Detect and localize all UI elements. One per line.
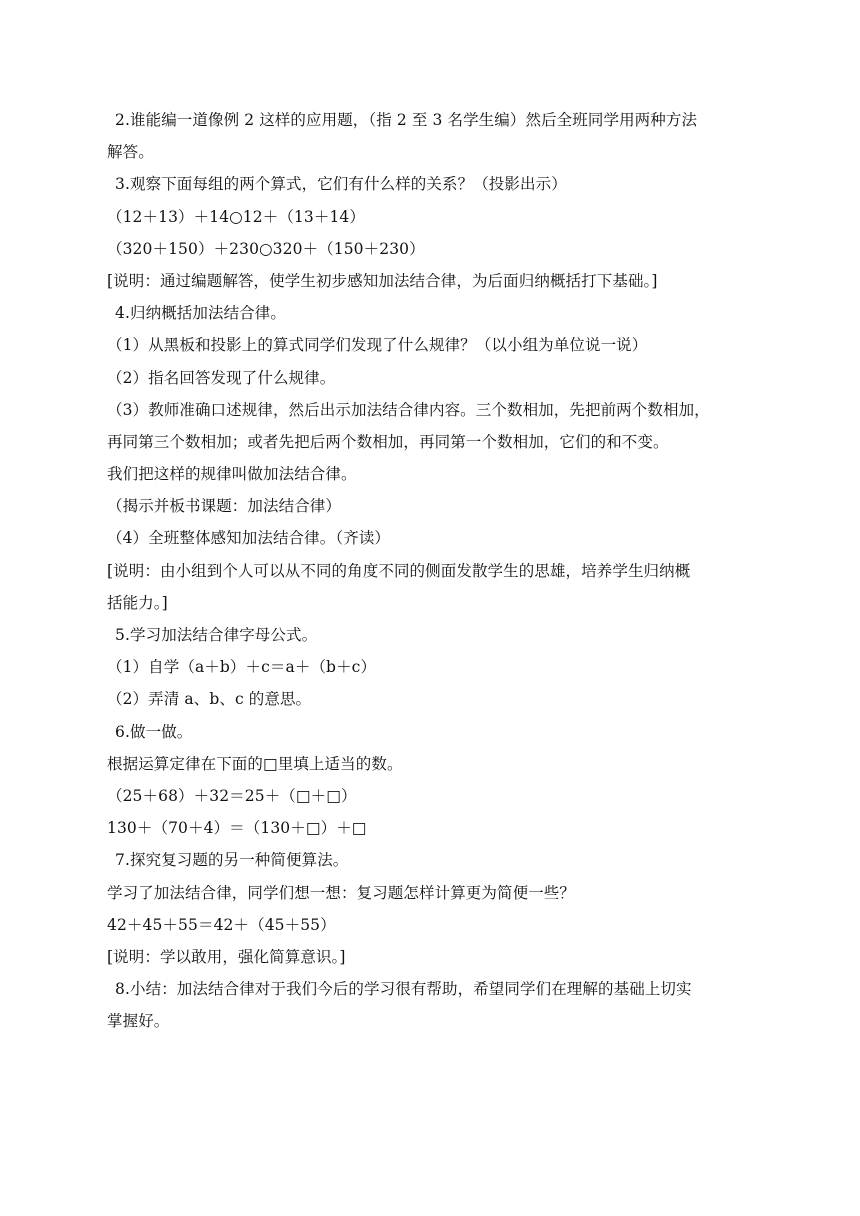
text-line-step-3: （3）教师准确口述规律，然后出示加法结合律内容。三个数相加，先把前两个数相加， bbox=[107, 400, 710, 419]
equation-line-1: （12＋13）＋14○12＋（13＋14） bbox=[107, 207, 365, 226]
document-body bbox=[107, 104, 757, 1037]
text-line-step-4: （4）全班整体感知加法结合律。（齐读） bbox=[107, 529, 391, 548]
text-line-exercise-instruction: 根据运算定律在下面的□里填上适当的数。 bbox=[107, 754, 403, 773]
note-line-1: [说明：通过编题解答，使学生初步感知加法结合律，为后面归纳概括打下基础。] bbox=[107, 271, 658, 290]
text-line-meaning: （2）弄清 a、b、c 的意思。 bbox=[107, 690, 312, 709]
text-line-item-2-intro: 2.谁能编一道像例 2 这样的应用题，（指 2 至 3 名学生编）然后全班同学用两种方法 bbox=[115, 111, 698, 129]
equation-line-2: （320＋150）＋230○320＋（150＋230） bbox=[107, 239, 425, 258]
exercise-line-2: 130＋（70＋4）＝（130＋□）＋□ bbox=[107, 819, 367, 838]
text-line-item-4: 4.归纳概括加法结合律。 bbox=[115, 304, 286, 323]
note-line-3: [说明：学以敢用，强化简算意识。] bbox=[107, 947, 346, 966]
text-line-item-5: 5.学习加法结合律字母公式。 bbox=[115, 626, 318, 644]
text-line-item-8: 8.小结：加法结合律对于我们今后的学习很有帮助，希望同学们在理解的基础上切实 bbox=[115, 980, 692, 999]
exercise-line-1: （25＋68）＋32＝25＋（□＋□） bbox=[107, 786, 357, 805]
text-line-item-7: 7.探究复习题的另一种简便算法。 bbox=[115, 851, 349, 870]
note-line-2: [说明：由小组到个人可以从不同的角度不同的侧面发散学生的思雄，培养学生归纳概 bbox=[107, 561, 691, 580]
text-line-question: 学习了加法结合律，同学们想一想：复习题怎样计算更为简便一些？ bbox=[107, 883, 576, 902]
text-line-item-8-cont: 掌握好。 bbox=[107, 1012, 170, 1031]
text-line-step-2: （2）指名回答发现了什么规律。 bbox=[107, 368, 336, 387]
note-line-2-cont: 括能力。] bbox=[107, 593, 168, 612]
text-line-board-title: （揭示并板书课题：加法结合律） bbox=[107, 497, 342, 516]
text-line-step-1: （1）从黑板和投影上的算式同学们发现了什么规律？（以小组为单位说一说） bbox=[107, 336, 648, 355]
formula-line: （1）自学（a＋b）＋c＝a＋（b＋c） bbox=[107, 658, 377, 677]
text-line-rule-definition: 我们把这样的规律叫做加法结合律。 bbox=[107, 465, 357, 484]
text-line-step-3-cont: 再同第三个数相加；或者先把后两个数相加，再同第一个数相加，它们的和不变。 bbox=[107, 432, 669, 451]
text-line-item-2-cont: 解答。 bbox=[107, 143, 154, 162]
equation-line-3: 42＋45＋55＝42＋（45＋55） bbox=[107, 915, 336, 934]
text-line-item-6: 6.做一做。 bbox=[115, 722, 193, 741]
text-line-item-3: 3.观察下面每组的两个算式，它们有什么样的关系？（投影出示） bbox=[115, 175, 567, 194]
